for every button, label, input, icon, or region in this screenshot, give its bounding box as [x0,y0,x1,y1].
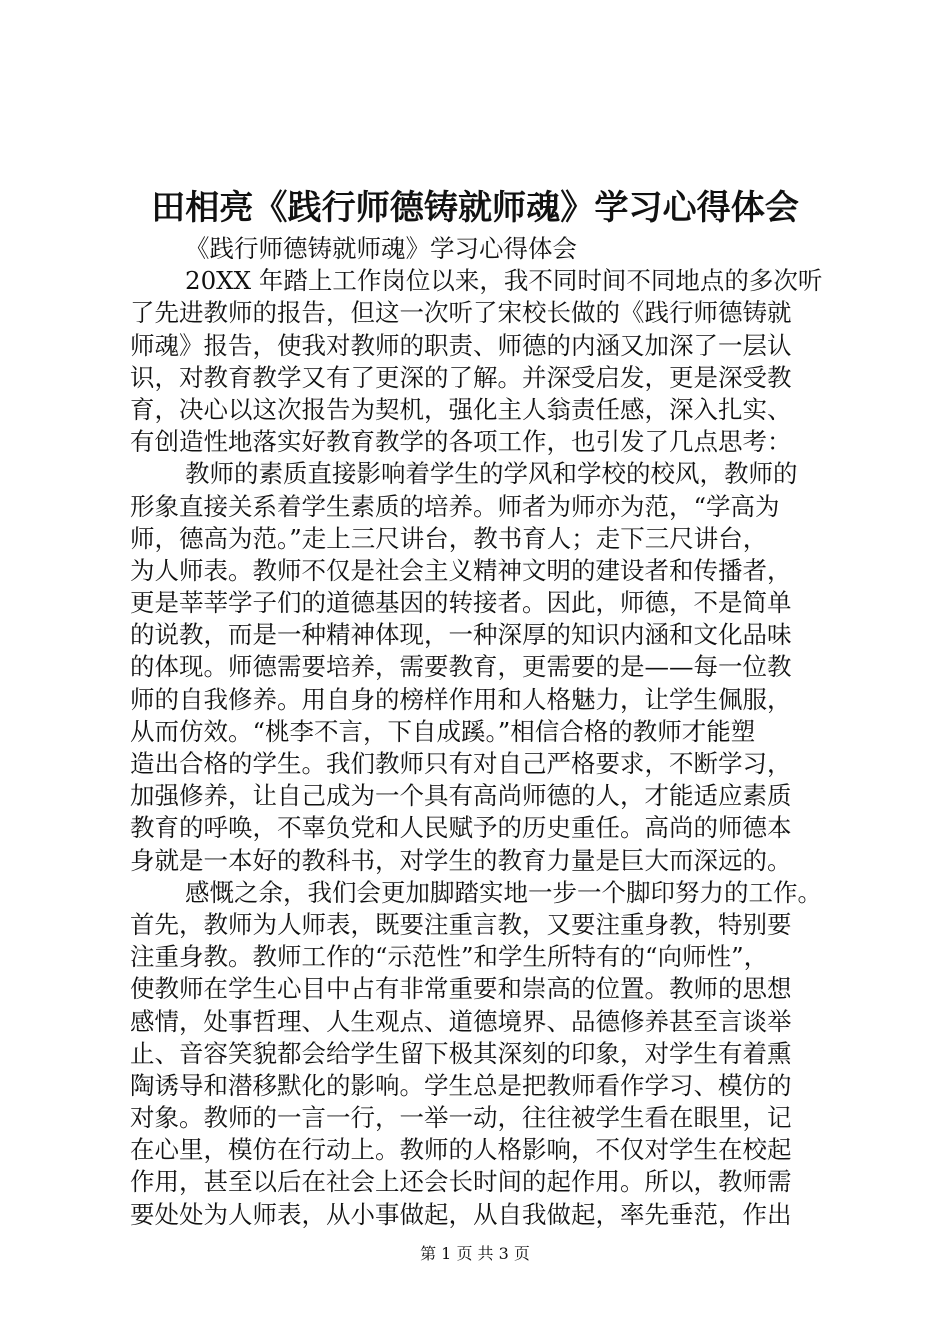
text-line: 教育的呼唤，不辜负党和人民赋予的历史重任。高尚的师德本 [130,813,792,843]
document-title: 田相亮《践行师德铸就师魂》学习心得体会 [151,188,799,228]
text-line: 有创造性地落实好教育教学的各项工作，也引发了几点思考： [130,427,792,457]
text-line: 更是莘莘学子们的道德基因的转接者。因此，师德，不是简单 [130,588,792,618]
text-line: 对象。教师的一言一行，一举一动，往往被学生看在眼里，记 [130,1103,792,1133]
text-line: 首先，教师为人师表，既要注重言教，又要注重身教，特别要 [130,909,792,939]
text-line: 为人师表。教师不仅是社会主义精神文明的建设者和传播者， [130,555,792,585]
text-line: 了先进教师的报告，但这一次听了宋校长做的《践行师德铸就 [130,298,792,328]
document-body [130,233,830,1231]
text-line: 20XX 年踏上工作岗位以来，我不同时间不同地点的多次听 [185,266,823,296]
text-line: 《践行师德铸就师魂》学习心得体会 [185,234,577,263]
text-line: 识，对教育教学又有了更深的了解。并深受启发，更是深受教 [130,362,792,392]
text-line: 感慨之余，我们会更加脚踏实地一步一个脚印努力的工作。 [185,877,822,907]
text-line: 师的自我修养。用自身的榜样作用和人格魅力，让学生佩服， [130,684,792,714]
text-line: 陶诱导和潜移默化的影响。学生总是把教师看作学习、模仿的 [130,1070,792,1100]
text-line: 师魂》报告，使我对教师的职责、师德的内涵又加深了一层认 [130,330,792,360]
page-footer: 第 1 页 共 3 页 [420,1244,530,1263]
text-line: 教师的素质直接影响着学生的学风和学校的校风，教师的 [185,459,798,489]
text-line: 的体现。师德需要培养，需要教育，更需要的是——每一位教 [130,652,792,682]
text-line: 使教师在学生心目中占有非常重要和崇高的位置。教师的思想 [130,974,792,1004]
text-line: 感情，处事哲理、人生观点、道德境界、品德修养甚至言谈举 [130,1006,792,1036]
text-line: 师，德高为范。”走上三尺讲台，教书育人；走下三尺讲台， [130,523,768,553]
text-line: 育，决心以这次报告为契机，强化主人翁责任感，深入扎实、 [130,394,792,424]
text-line: 在心里，模仿在行动上。教师的人格影响，不仅对学生在校起 [130,1135,792,1165]
text-line: 从而仿效。“桃李不言，下自成蹊。”相信合格的教师才能塑 [130,716,756,746]
text-line: 的说教，而是一种精神体现，一种深厚的知识内涵和文化品味 [130,620,792,650]
text-line: 形象直接关系着学生素质的培养。师者为师亦为范，“学高为 [130,491,780,521]
text-line: 身就是一本好的教科书，对学生的教育力量是巨大而深远的。 [130,845,792,875]
text-line: 注重身教。教师工作的“示范性”和学生所特有的“向师性”， [130,942,769,972]
text-line: 作用，甚至以后在社会上还会长时间的起作用。所以，教师需 [130,1167,792,1197]
text-line: 加强修养，让自己成为一个具有高尚师德的人，才能适应素质 [130,781,792,811]
text-line: 止、音容笑貌都会给学生留下极其深刻的印象，对学生有着熏 [130,1038,792,1068]
text-line: 要处处为人师表，从小事做起，从自我做起，率先垂范，作出 [130,1199,792,1229]
text-line: 造出合格的学生。我们教师只有对自己严格要求，不断学习， [130,749,792,778]
